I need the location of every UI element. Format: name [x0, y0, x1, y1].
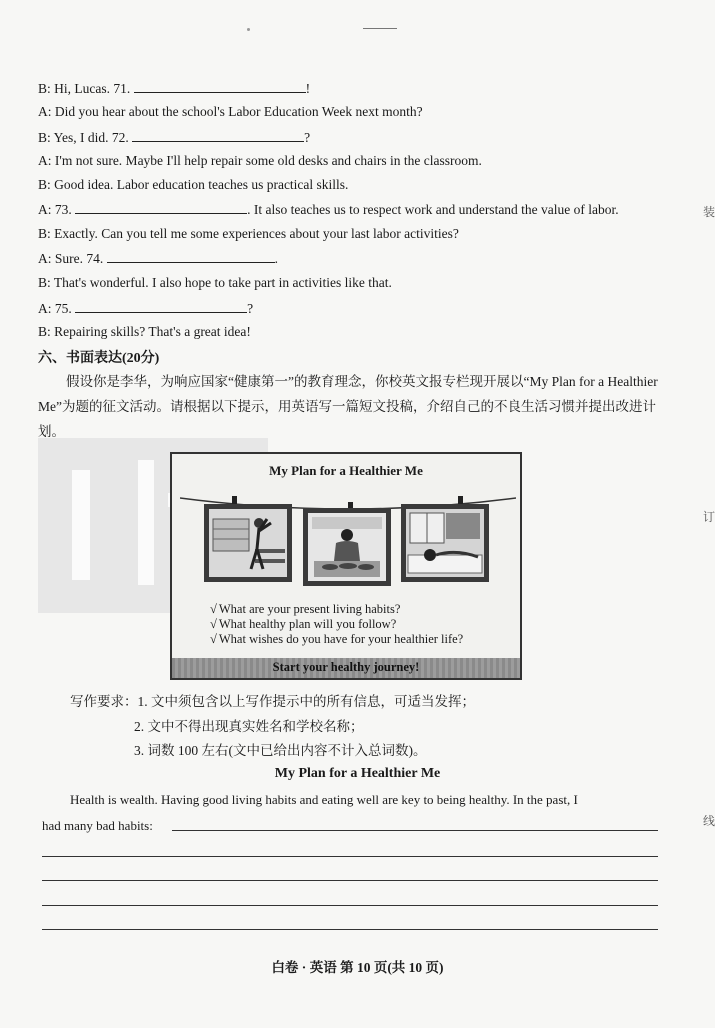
page-footer: 白卷 · 英语 第 10 页(共 10 页): [271, 960, 444, 975]
top-rule: [363, 28, 397, 29]
check-icon: √: [210, 632, 217, 646]
scan-dot: [247, 28, 250, 31]
answer-blank-75[interactable]: [75, 300, 247, 313]
poster-question-1: √ What are your present living habits?: [210, 602, 401, 616]
requirements-1: 写作要求：1. 文中须包含以上写作提示中的所有信息，可适当发挥；: [70, 694, 475, 709]
answer-blank-74[interactable]: [107, 250, 275, 263]
writing-line[interactable]: [42, 880, 658, 881]
dialogue-line-9: B: That's wonderful. I also hope to take part in activities like that.: [38, 275, 392, 290]
photo-sleeping: [401, 504, 489, 582]
margin-mark: 装: [703, 205, 715, 219]
writing-line[interactable]: [42, 905, 658, 906]
poster-question-2: √ What healthy plan will you follow?: [210, 617, 397, 631]
dialogue-line-1: B: Hi, Lucas. 71. !: [38, 81, 311, 96]
check-icon: √: [210, 617, 217, 631]
answer-blank-73[interactable]: [75, 201, 247, 214]
person-stretching-icon: [209, 509, 287, 577]
essay-line-2: had many bad habits:: [42, 818, 153, 833]
writing-line[interactable]: [172, 830, 658, 831]
margin-mark: 线: [703, 814, 715, 828]
answer-blank-71[interactable]: [134, 80, 306, 93]
photo-eating: [303, 508, 391, 586]
dialogue-line-4: A: I'm not sure. Maybe I'll help repair some old desks and chairs in the classroom.: [38, 153, 482, 168]
requirements-3: 3. 词数 100 左右(文中已给出内容不计入总词数)。: [134, 743, 427, 758]
poster-banner: Start your healthy journey!: [172, 658, 520, 678]
person-sleeping-icon: [406, 509, 484, 577]
dialogue-line-7: B: Exactly. Can you tell me some experiences about your last labor activities?: [38, 226, 459, 241]
person-eating-icon: [308, 513, 386, 581]
writing-line[interactable]: [42, 856, 658, 857]
poster-question-3: √ What wishes do you have for your healthier life?: [210, 632, 464, 646]
photo-exercise: [204, 504, 292, 582]
margin-mark: 订: [703, 510, 715, 524]
essay-line-1: Health is wealth. Having good living habits and eating well are key to being healthy. In the past, I: [70, 792, 578, 807]
check-icon: √: [210, 602, 217, 616]
speaker: B: [38, 81, 48, 96]
poster: [170, 452, 522, 680]
dialogue-line-10: A: 75. ?: [38, 301, 254, 316]
dialogue-line-3: B: Yes, I did. 72. ?: [38, 130, 311, 145]
dialogue-line-8: A: Sure. 74. .: [38, 251, 279, 266]
answer-blank-72[interactable]: [132, 129, 304, 142]
dialogue-line-2: A: Did you hear about the school's Labor Education Week next month?: [38, 104, 423, 119]
writing-line[interactable]: [42, 929, 658, 930]
requirements-2: 2. 文中不得出现真实姓名和学校名称；: [134, 719, 364, 734]
section-heading: 六、书面表达(20分): [38, 351, 160, 366]
essay-title: My Plan for a Healthier Me: [274, 766, 441, 781]
dialogue-line-11: B: Repairing skills? That's a great idea!: [38, 324, 251, 339]
dialogue-line-6: A: 73. . It also teaches us to respect work and understand the value of labor.: [38, 202, 619, 217]
writing-prompt: 假设你是李华，为响应国家“健康第一”的教育理念，你校英文报专栏现开展以“My Plan for a Healthier Me”为题的征文活动。请根据以下提示，用英语写一篇短文投稿，介绍自己的不良生活习惯并提出改进计划。: [38, 374, 658, 439]
dialogue-line-5: B: Good idea. Labor education teaches us practical skills.: [38, 177, 349, 192]
line-text: Hi, Lucas. 71.: [54, 81, 134, 96]
poster-title: My Plan for a Healthier Me: [269, 463, 423, 478]
